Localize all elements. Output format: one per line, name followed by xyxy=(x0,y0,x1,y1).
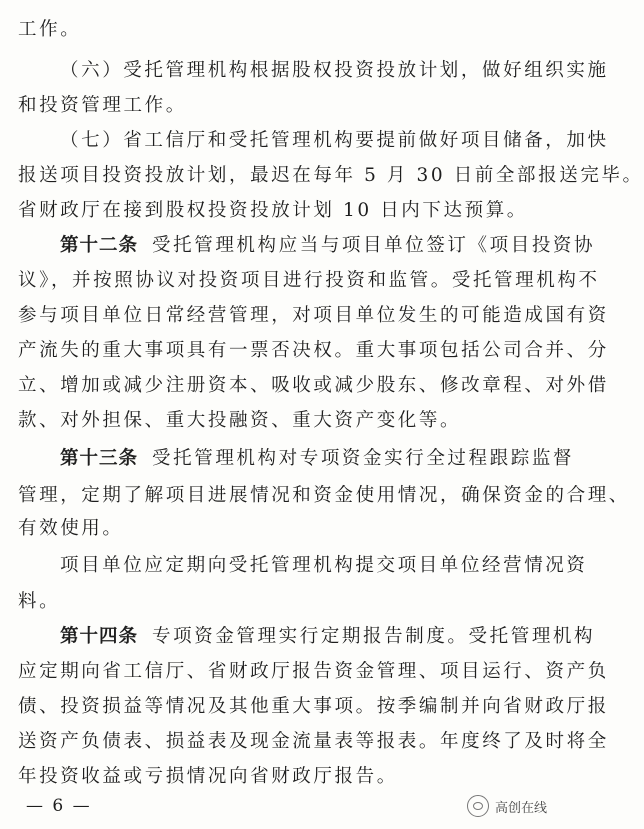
article-title: 第十四条 xyxy=(60,626,139,647)
text-line: 工作。 xyxy=(18,19,82,40)
text-line: 参与项目单位日常经营管理，对项目单位发生的可能造成国有资 xyxy=(18,305,609,326)
text-line: 立、增加或减少注册资本、吸收或减少股东、修改章程、对外借 xyxy=(18,375,609,396)
article-line xyxy=(60,235,596,256)
text-line: 管理，定期了解项目进展情况和资金使用情况，确保资金的合理、 xyxy=(18,485,630,506)
wechat-icon xyxy=(467,795,489,817)
text-line: 报送项目投资投放计划，最迟在每年 5 月 30 日前全部报送完毕。 xyxy=(18,165,644,186)
article-text: 专项资金管理实行定期报告制度。受托管理机构 xyxy=(152,626,596,647)
text-line: （七）省工信厅和受托管理机构要提前做好项目储备，加快 xyxy=(60,130,609,151)
text-line: 省财政厅在接到股权投资投放计划 10 日内下达预算。 xyxy=(18,200,528,221)
text-line: 有效使用。 xyxy=(18,518,124,539)
text-line: 产流失的重大事项具有一票否决权。重大事项包括公司合并、分 xyxy=(18,340,609,361)
text-line: 款、对外担保、重大投融资、重大资产变化等。 xyxy=(18,410,462,431)
article-text: 受托管理机构对专项资金实行全过程跟踪监督 xyxy=(152,448,575,469)
article-title: 第十三条 xyxy=(60,448,139,469)
article-text: 受托管理机构应当与项目单位签订《项目投资协 xyxy=(152,235,596,256)
text-line: 项目单位应定期向受托管理机构提交项目单位经营情况资 xyxy=(60,555,588,576)
article-line xyxy=(60,448,575,469)
text-line: 年投资收益或亏损情况向省财政厅报告。 xyxy=(18,766,398,787)
watermark-label: 高创在线 xyxy=(494,800,547,816)
text-line: 料。 xyxy=(18,591,61,612)
text-line: 议》，并按照协议对投资项目进行投资和监管。受托管理机构不 xyxy=(18,270,600,291)
text-line: 送资产负债表、损益表及现金流量表等报表。年度终了及时将全 xyxy=(18,731,609,752)
article-line xyxy=(60,626,596,647)
article-title: 第十二条 xyxy=(60,235,139,256)
page-number: — 6 — xyxy=(26,796,92,816)
text-line: 应定期向省工信厅、省财政厅报告资金管理、项目运行、资产负 xyxy=(18,661,609,682)
text-line: 和投资管理工作。 xyxy=(18,95,187,116)
text-line: （六）受托管理机构根据股权投资投放计划，做好组织实施 xyxy=(60,60,609,81)
watermark xyxy=(467,795,547,817)
text-line: 债、投资损益等情况及其他重大事项。按季编制并向省财政厅报 xyxy=(18,696,609,717)
